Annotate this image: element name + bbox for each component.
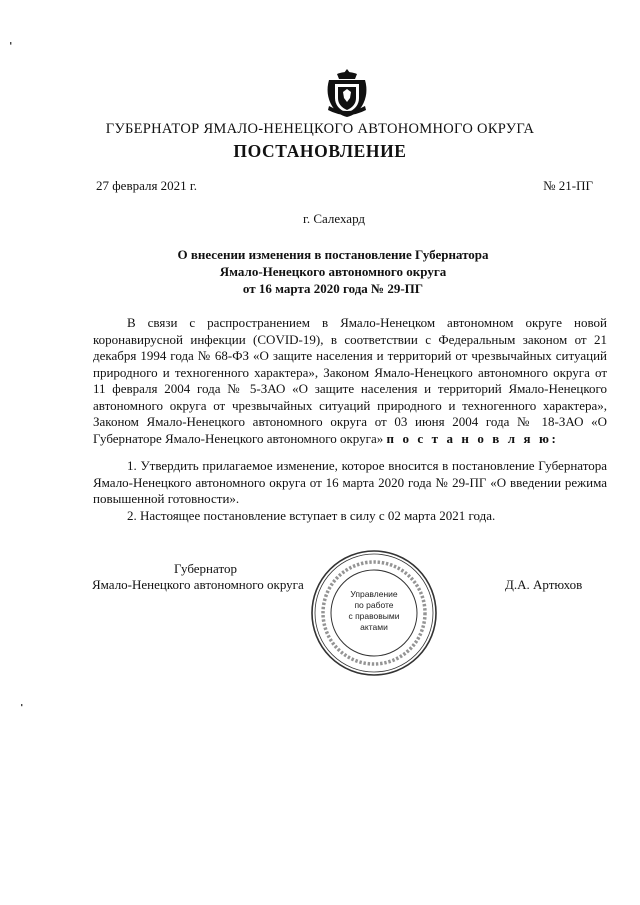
- document-body: [93, 315, 607, 524]
- document-date: 27 февраля 2021 г.: [96, 178, 198, 193]
- stamp-line: актами: [360, 622, 388, 632]
- subject-line: Ямало-Ненецкого автономного округа: [219, 264, 447, 279]
- subject-line: от 16 марта 2020 года № 29-ПГ: [242, 281, 424, 296]
- coat-of-arms-emblem: [323, 68, 371, 118]
- document-city: г. Салехард: [302, 211, 366, 226]
- document-subject: [120, 246, 546, 297]
- subject-line: О внесении изменения в постановление Губернатора: [177, 247, 489, 262]
- signatory-organization: Ямало-Ненецкого автономного округа: [92, 577, 304, 592]
- document-number: № 21-ПГ: [543, 178, 593, 193]
- official-seal-stamp: [308, 547, 440, 679]
- signatory-name: Д.А. Артюхов: [505, 577, 583, 592]
- resolve-word: п о с т а н о в л я ю:: [386, 430, 559, 446]
- signatory-title: Губернатор: [174, 561, 237, 576]
- clause-2: 2. Настоящее постановление вступает в силу с 02 марта 2021 года.: [127, 507, 496, 523]
- clause-1: 1. Утвердить прилагаемое изменение, которое вносится в постановление Губернатора Ямало-Ненецкого автономного округа от 16 марта 2020 года № 29-ПГ «О введении режима повышенной готовности».: [93, 458, 607, 506]
- document-type-title: ПОСТАНОВЛЕНИЕ: [233, 141, 407, 161]
- stamp-line: Управление: [350, 589, 398, 599]
- stamp-line: с правовыми: [348, 611, 400, 621]
- issuer-heading: ГУБЕРНАТОР ЯМАЛО-НЕНЕЦКОГО АВТОНОМНОГО ОКРУГА: [105, 121, 535, 137]
- stamp-line: по работе: [354, 600, 394, 610]
- preamble-text: В связи с распространением в Ямало-Ненецком автономном округе новой коронавирусной инфекции (COVID-19), в соответствии с Федеральным законом от 21 декабря 1994 года № 68-ФЗ «О защите населения и территорий от чрезвычайных ситуаций природного и техногенного характера», Законом Ямало-Ненецкого автономного округа от 11 февраля 2004 года № 5-ЗАО «О защите населения и территорий Ямало-Ненецкого автономного округа от чрезвычайных ситуаций природного и техногенного характера», Законом Ямало-Ненецкого автономного округа от 03 июня 2004 года № 18-ЗАО «О Губернаторе Ямало-Ненецкого автономного округа»: [93, 315, 607, 446]
- preamble-paragraph: [93, 315, 607, 447]
